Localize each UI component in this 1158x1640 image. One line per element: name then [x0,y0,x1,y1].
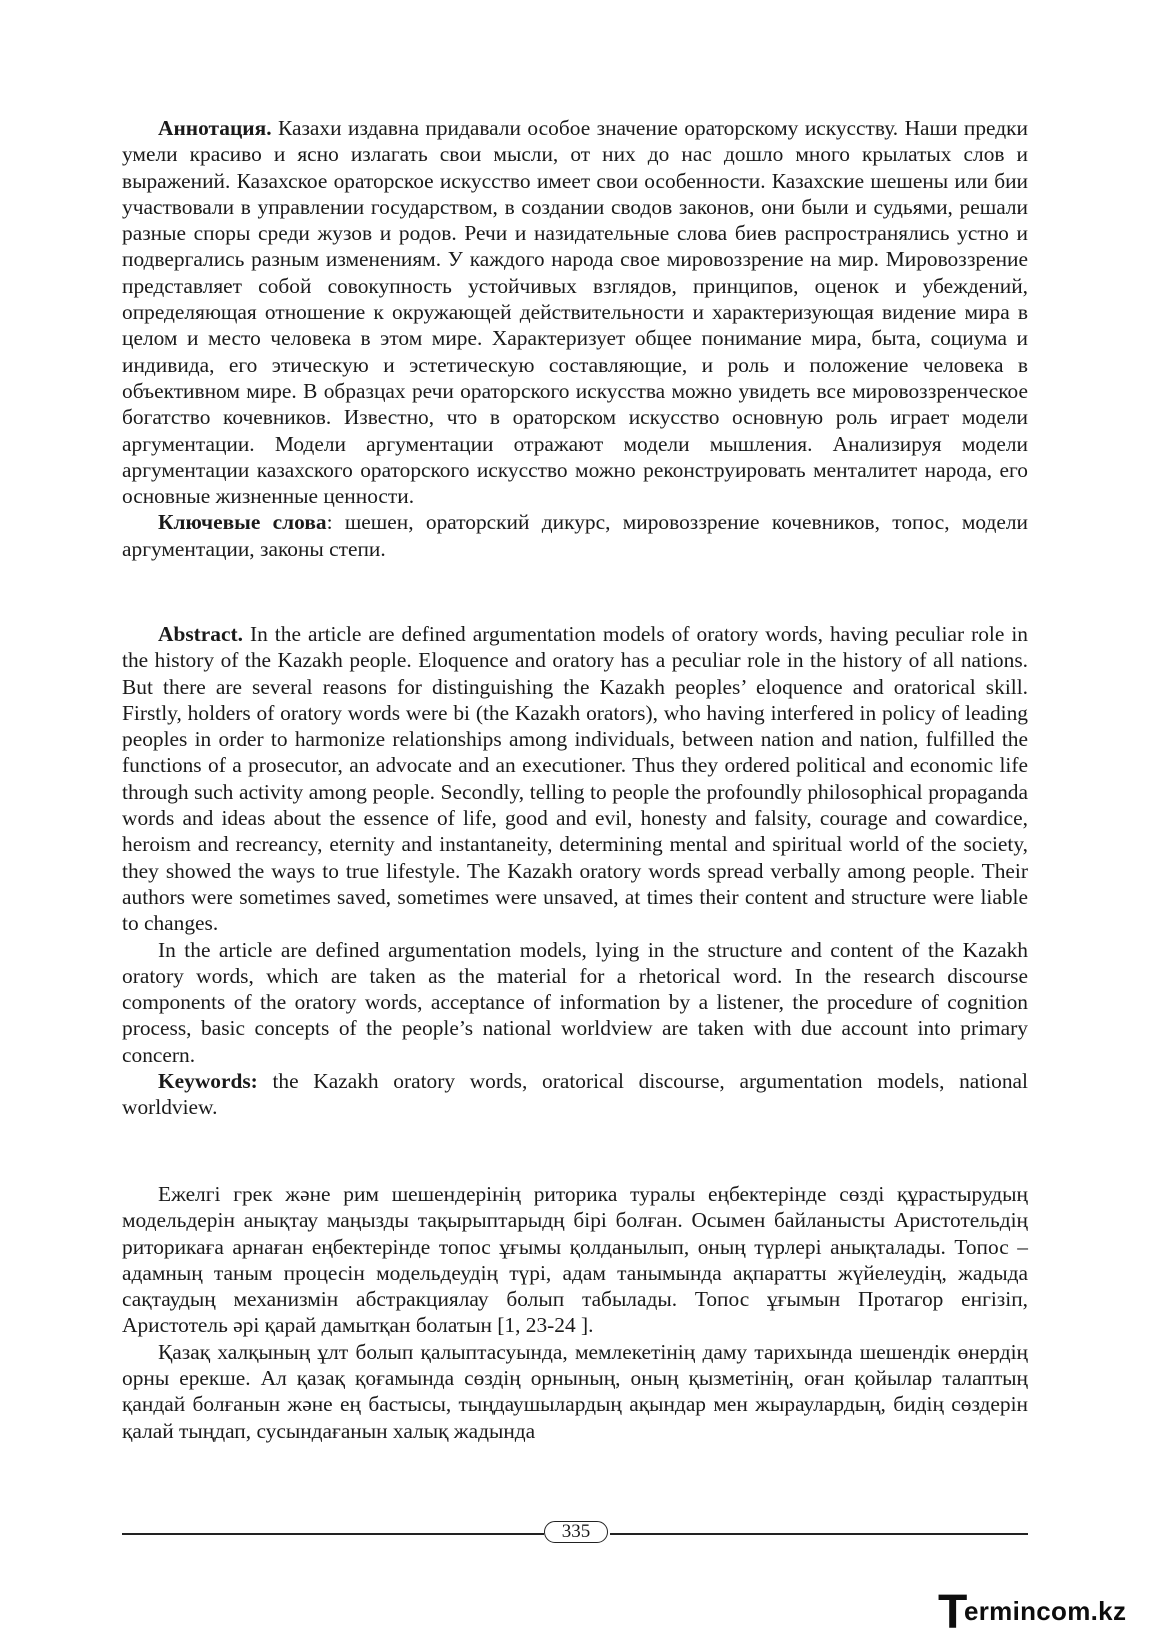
annotation-paragraph [122,115,1028,509]
body-paragraph-1: Ежелгі грек және рим шешендерінің риторика туралы еңбектерінде сөзді құрастырудың модельдерін анықтау маңызды тақырыптарыдң бірі болған. Осымен байланысты Аристотельдің риторикаға арнаған еңбектерінде топос ұғымы қолданылып, оның түрлері анықталады. Топос – адамның таным процесін модельдеудің түрі, адам танымында ақпаратты жүйелеудің, жадыда сақтаудың механизмін абстракциялау болып табылады. Топос ұғымын Протагор енгізіп, Аристотель әрі қарай дамытқан болатын [1, 23-24 ]. [122,1182,1028,1338]
abstract-section-en [122,621,1028,1121]
keywords-paragraph-ru [122,509,1028,562]
body-section-kz [122,1181,1028,1444]
keywords-label-ru: Ключевые слова [158,510,327,535]
abstract-text: In the article are defined argumentation models of oratory words, having peculiar role in the history of the Kazakh people. Eloquence and oratory has a peculiar role in the history of all nations. But there are several reasons for distinguishing the Kazakh peoples’ eloquence and oratorical skill. Firstly, holders of oratory words were bi (the Kazakh orators), who having interfered in policy of leading peoples in order to harmonize relationships among individuals, between nation and nation, fulfilled the functions of a prosecutor, an advocate and an executioner. Thus they ordered political and economic life through such activity among people. Secondly, telling to people the profoundly philosophical propaganda words and ideas about the essence of life, good and evil, honesty and falsity, courage and cowardice, heroism and recreancy, eternity and instantaneity, determining mental and spiritual world of the society, they showed the ways to true lifestyle. The Kazakh oratory words spread verbally among people. Their authors were sometimes saved, sometimes were unsaved, at times their content and structure were liable to changes. [122,622,1028,936]
abstract-label: Abstract. [158,622,243,646]
annotation-text: Казахи издавна придавали особое значение ораторскому искусству. Наши предки умели красиво и ясно излагать свои мысли, от них до нас дошло много крылатых слов и выражений. Казахское ораторское искусство имеет свои особенности. Казахские шешены или бии участвовали в управлении государством, в создании сводов законов, они были и судьями, решали разные споры среди жузов и родов. Речи и назидательные слова биев распространялись устно и подвергались разным изменениям. У каждого народа свое мировоззрение на мир. Мировоззрение представляет собой совокупность устойчивых взглядов, принципов, оценок и убеждений, определяющая отношение к окружающей действительности и характеризующая видение мира в целом и место человека в этом мире. Характеризует общее понимание мира, быта, социума и индивида, его этическую и эстетическую составляющие, и роль и положение человека в объективном мире. В образцах речи ораторского искусства можно увидеть все мировоззренческое богатство кочевников. Известно, что в ораторском искусство основную роль играет модели аргументации. Модели аргументации отражают модели мышления. Анализируя модели аргументации казахского ораторского искусство можно реконструировать менталитет народа, его основные жизненные ценности. [122,116,1028,509]
keywords-label-en: Keywords: [158,1069,258,1094]
annotation-label: Аннотация. [158,116,272,140]
watermark-initial: T [938,1586,968,1639]
body-paragraph-2: Қазақ халқының ұлт болып қалыптасуында, мемлекетінің даму тарихында шешендік өнердің орны ерекше. Ал қазақ қоғамында сөздің орнының, оның қызметінің, оған қойылар талаптың қандай болғанын және ең бастысы, тыңдаушылардың ақындар мен жыраулардың, бидің сөздерін қалай тыңдап, сусындағанын халық жадында [122,1339,1028,1443]
watermark-logo [938,1586,1148,1639]
footer-rule-right [610,1533,1028,1535]
annotation-section-ru [122,115,1028,562]
keywords-paragraph-en [122,1068,1028,1121]
keywords-text-en: the Kazakh oratory words, oratorical discourse, argumentation models, national worldview. [122,1069,1028,1120]
page-footer [122,1521,1028,1547]
abstract-paragraph-2: In the article are defined argumentation models, lying in the structure and content of the Kazakh oratory words, which are taken as the material for a rhetorical word. In the research discourse components of the oratory words, acceptance of information by a listener, the procedure of cognition process, basic concepts of the people’s national worldview are taken with due account into primary concern. [122,937,1028,1067]
keywords-text-ru: : шешен, ораторский дикурс, мировоззрение кочевников, топос, модели аргументации, законы степи. [122,510,1028,561]
footer-rule-left [122,1533,544,1535]
page-number: 335 [544,1521,608,1543]
abstract-paragraph [122,621,1028,937]
watermark-text: ermincom.kz [964,1596,1127,1626]
